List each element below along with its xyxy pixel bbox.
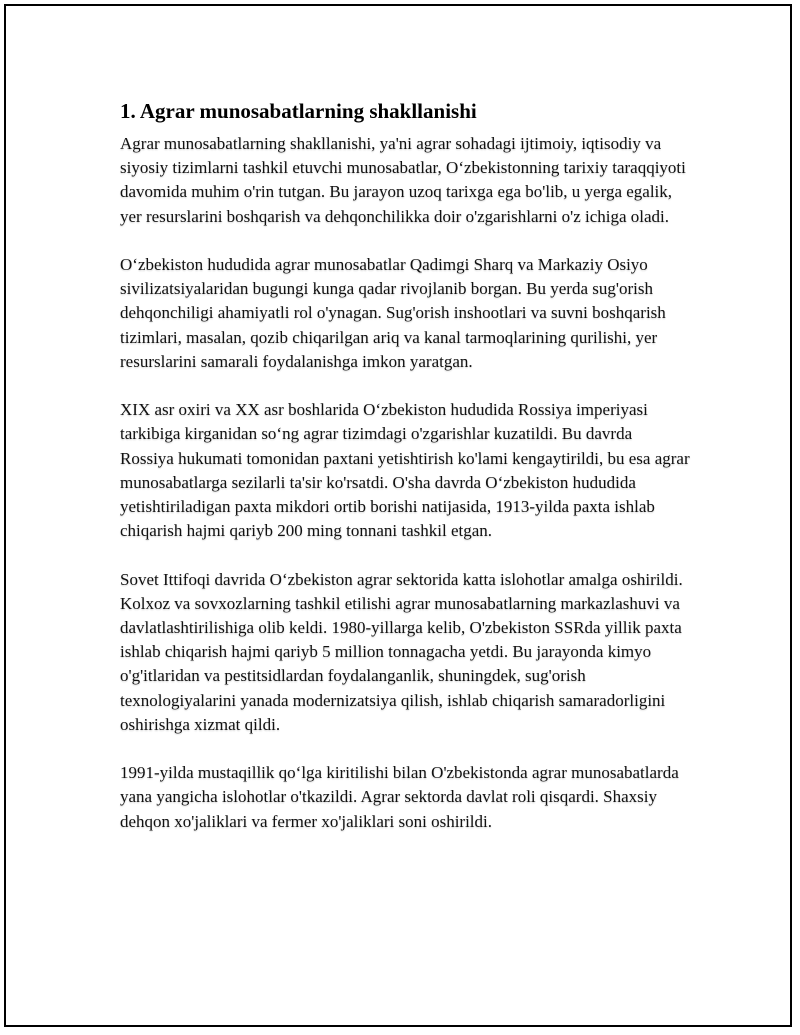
- paragraph-5: 1991-yilda mustaqillik qo‘lga kiritilishi bilan O'zbekistonda agrar munosabatlarda yana yangicha islohotlar o'tkazildi. Agrar sektorda davlat roli qisqardi. Shaxsiy dehqon xo'jaliklari va fermer xo'jaliklari soni oshirildi.: [120, 763, 679, 831]
- paragraph-2: O‘zbekiston hududida agrar munosabatlar Qadimgi Sharq va Markaziy Osiyo sivilizatsiyalaridan bugungi kunga qadar rivojlanib borgan. Bu yerda sug'orish dehqonchiligi ahamiyatli rol o'ynagan. Sug'orish inshootlari va suvni boshqarish tizimlari, masalan, qozib chiqarilgan ariq va kanal tarmoqlarining qurilishi, yer resurslarini samarali foydalanishga imkon yaratgan.: [120, 255, 666, 371]
- section-heading: 1. Agrar munosabatlarning shakllanishi: [120, 99, 477, 123]
- paragraph-4: Sovet Ittifoqi davrida O‘zbekiston agrar sektorida katta islohotlar amalga oshirildi. Kolxoz va sovxozlarning tashkil etilishi agrar munosabatlarning markazlashuvi va davlatlashtirilishiga olib keldi. 1980-yillarga kelib, O'zbekiston SSRda yillik paxta ishlab chiqarish hajmi qariyb 5 million tonnagacha yetdi. Bu jarayonda kimyo o'g'itlaridan va pestitsidlardan foydalanganlik, shuningdek, sug'orish texnologiyalarini yanada modernizatsiya qilish, ishlab chiqarish samaradorligini oshirishga xizmat qildi.: [120, 569, 683, 734]
- paragraph-3: XIX asr oxiri va XX asr boshlarida O‘zbekiston hududida Rossiya imperiyasi tarkibiga kirganidan so‘ng agrar tizimdagi o'zgarishlar kuzatildi. Bu davrda Rossiya hukumati tomonidan paxtani yetishtirish ko'lami kengaytirildi, bu esa agrar munosabatlarga sezilarli ta'sir ko'rsatdi. O'sha davrda O‘zbekiston hududida yetishtiriladigan paxta mikdori ortib borishi natijasida, 1913-yilda paxta ishlab chiqarish hajmi qariyb 200 ming tonnani tashkil etgan.: [120, 400, 690, 541]
- document-content: [120, 96, 690, 858]
- paragraph-1: Agrar munosabatlarning shakllanishi, ya'ni agrar sohadagi ijtimoiy, iqtisodiy va siyosiy tizimlarni tashkil etuvchi munosabatlar, O‘zbekistonning tarixiy taraqqiyoti davomida muhim o'rin tutgan. Bu jarayon uzoq tarixga ega bo'lib, u yerga egalik, yer resurslarini boshqarish va dehqonchilikka doir o'zgarishlarni o'z ichiga oladi.: [120, 134, 686, 226]
- document-page: [4, 4, 792, 1027]
